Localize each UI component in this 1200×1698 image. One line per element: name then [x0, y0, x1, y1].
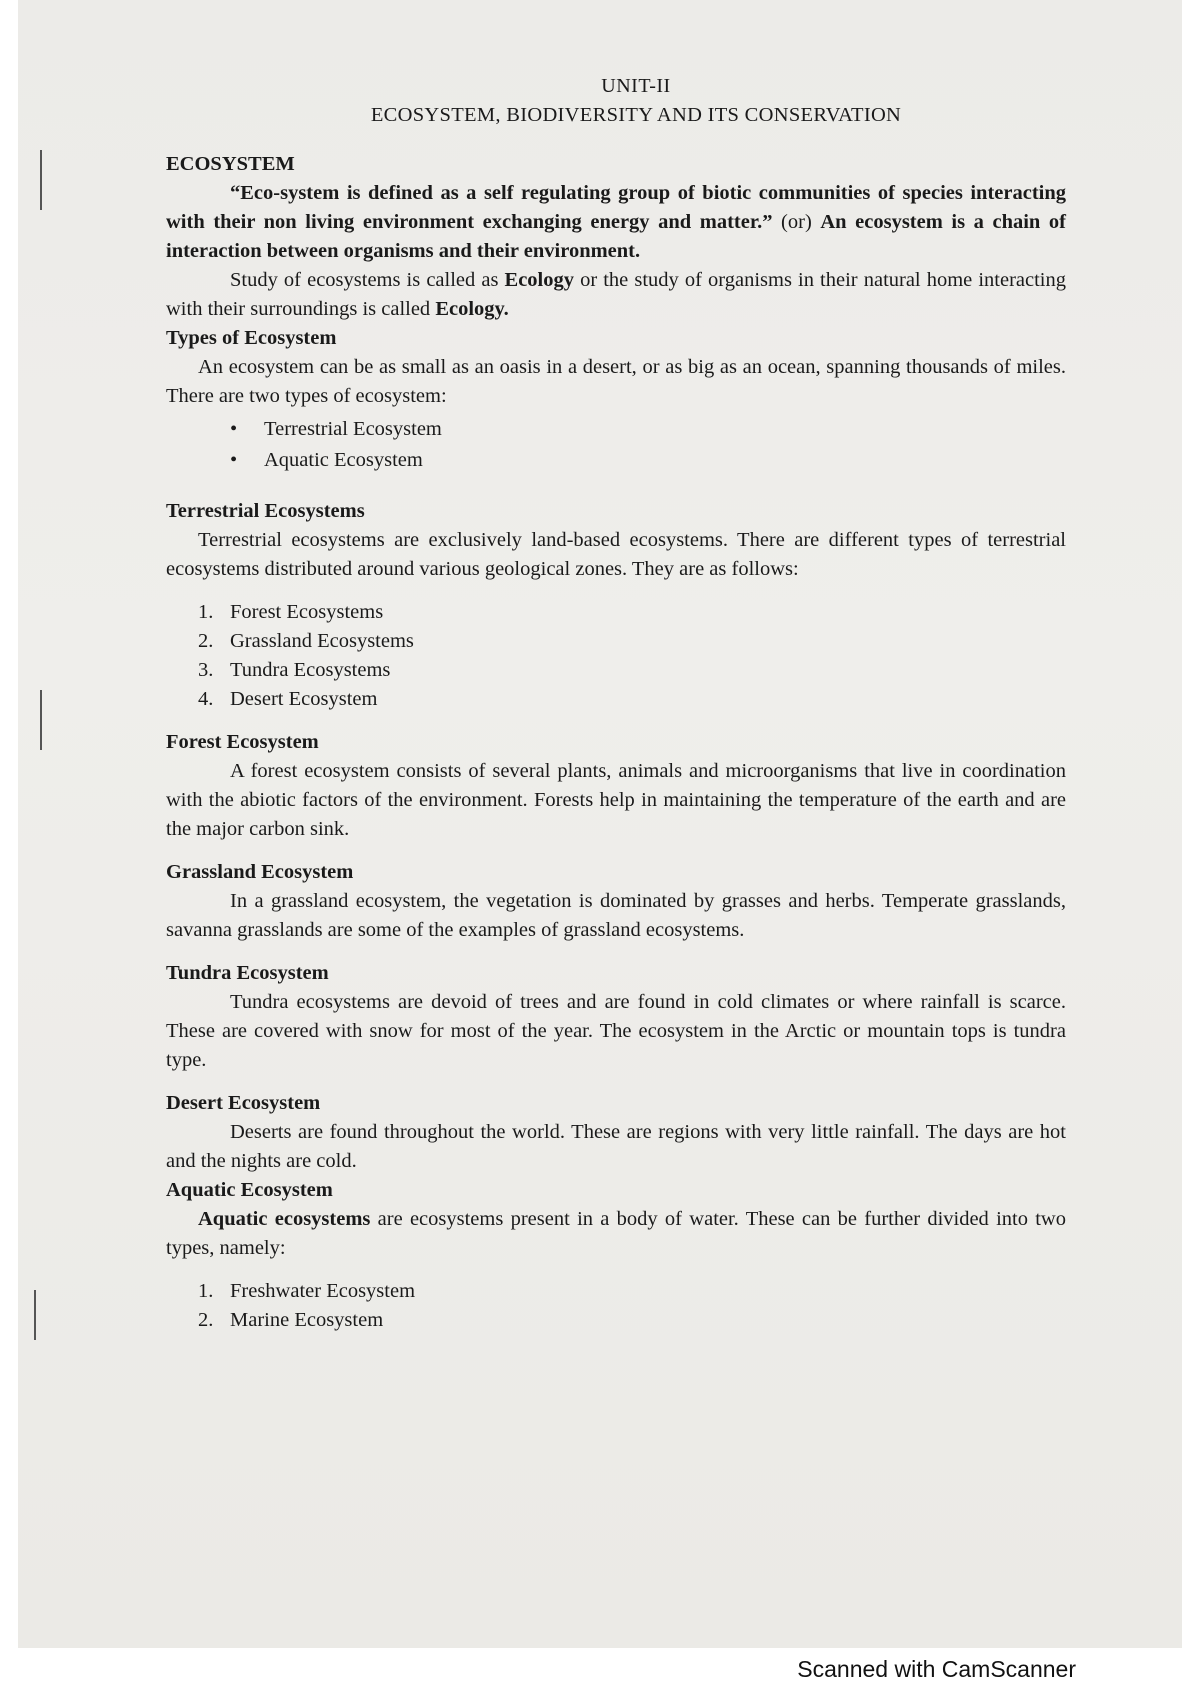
list-item: 2. Marine Ecosystem: [198, 1309, 384, 1331]
tundra-paragraph: Tundra ecosystems are devoid of trees and are found in cold climates or where rainfall is scarce. These are covered with snow for most of the year. The ecosystem in the Arctic or mountain tops is tundra type.: [166, 991, 1066, 1071]
scanned-page: [18, 0, 1182, 1648]
section-heading-terrestrial: Terrestrial Ecosystems: [166, 500, 365, 522]
list-item: 3. Tundra Ecosystems: [198, 659, 391, 681]
section-heading-ecosystem: ECOSYSTEM: [166, 153, 295, 175]
list-item: • Terrestrial Ecosystem: [166, 415, 1066, 444]
list-item: 2. Grassland Ecosystems: [198, 630, 414, 652]
page-title: ECOSYSTEM, BIODIVERSITY AND ITS CONSERVATION: [370, 104, 902, 126]
types-list: [166, 415, 1066, 475]
bullet-icon: •: [230, 449, 238, 471]
list-item: 4. Desert Ecosystem: [198, 688, 378, 710]
section-heading-tundra: Tundra Ecosystem: [166, 962, 329, 984]
section-heading-aquatic: Aquatic Ecosystem: [166, 1179, 333, 1201]
list-item: • Aquatic Ecosystem: [166, 446, 1066, 475]
bullet-icon: •: [230, 418, 238, 440]
watermark-bar: [0, 1648, 1200, 1698]
aquatic-paragraph: Aquatic ecosystems are ecosystems present in a body of water. These can be further divided into two types, namely:: [166, 1208, 1066, 1259]
list-item: 1. Freshwater Ecosystem: [198, 1280, 416, 1302]
margin-mark: [40, 150, 42, 210]
section-heading-types: Types of Ecosystem: [166, 327, 337, 349]
section-heading-grassland: Grassland Ecosystem: [166, 861, 354, 883]
grassland-paragraph: In a grassland ecosystem, the vegetation is dominated by grasses and herbs. Temperate grasslands, savanna grasslands are some of the examples of grassland ecosystems.: [166, 890, 1066, 941]
terrestrial-paragraph: Terrestrial ecosystems are exclusively land-based ecosystems. There are different types of terrestrial ecosystems distributed around various geological zones. They are as follows:: [166, 529, 1066, 580]
margin-mark: [40, 690, 42, 750]
forest-paragraph: A forest ecosystem consists of several plants, animals and microorganisms that live in coordination with the abiotic factors of the environment. Forests help in maintaining the temperature of the earth and are the major carbon sink.: [166, 760, 1066, 840]
document-body: [166, 72, 1066, 1335]
camscanner-watermark: Scanned with CamScanner: [797, 1656, 1076, 1682]
list-item: 1. Forest Ecosystems: [198, 601, 384, 623]
terrestrial-list: [166, 598, 1066, 714]
unit-label: UNIT-II: [601, 75, 671, 97]
types-paragraph: An ecosystem can be as small as an oasis in a desert, or as big as an ocean, spanning thousands of miles. There are two types of ecosystem:: [166, 356, 1066, 407]
ecology-paragraph: Study of ecosystems is called as Ecology or the study of organisms in their natural home interacting with their surroundings is called Ecology.: [166, 269, 1067, 320]
ecosystem-definition: “Eco-system is defined as a self regulating group of biotic communities of species interacting with their non living environment exchanging energy and matter.” (or) An ecosystem is a chain of interaction between organisms and their environment.: [166, 182, 1066, 262]
margin-mark: [34, 1290, 36, 1340]
section-heading-desert: Desert Ecosystem: [166, 1092, 321, 1114]
desert-paragraph: Deserts are found throughout the world. These are regions with very little rainfall. The days are hot and the nights are cold.: [166, 1121, 1066, 1172]
section-heading-forest: Forest Ecosystem: [166, 731, 319, 753]
aquatic-list: [166, 1277, 1066, 1335]
